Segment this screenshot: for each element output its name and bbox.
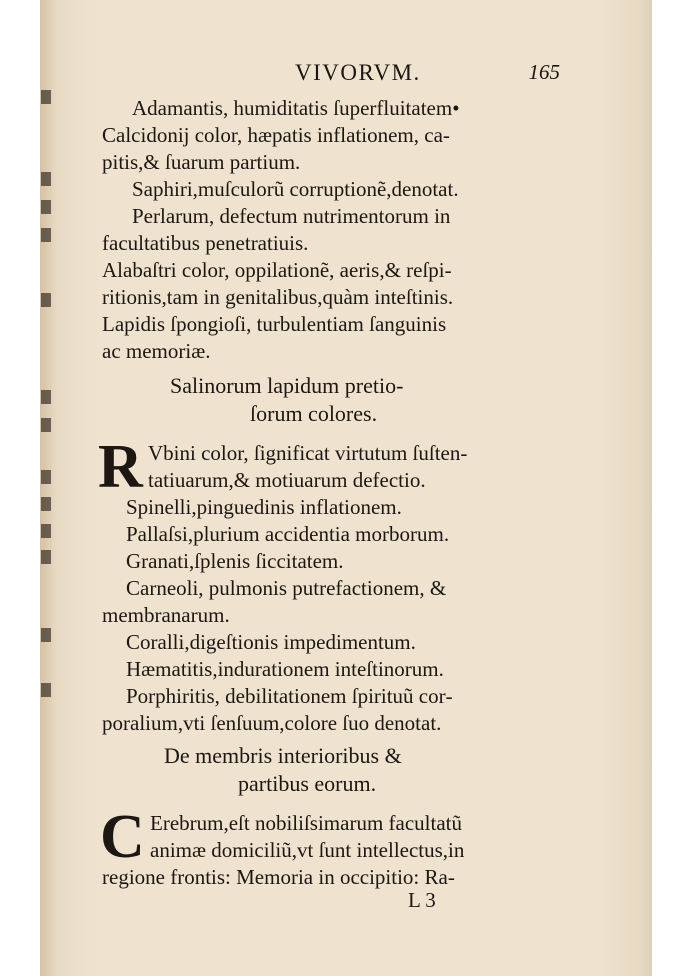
- binding-margin-marks: [40, 0, 60, 976]
- section-heading: partibus eorum.: [238, 771, 377, 796]
- text-line: Granati,ſplenis ſiccitatem.: [126, 549, 344, 573]
- text-line: Spinelli,pinguedinis inflationem.: [126, 495, 402, 519]
- text-line: ritionis,tam in genitalibus,quàm inteſtinis.: [102, 285, 454, 309]
- drop-cap: C: [100, 803, 145, 871]
- text-line: ac memoriæ.: [102, 339, 211, 363]
- text-line: facultatibus penetratiuis.: [102, 231, 309, 255]
- margin-mark: [41, 390, 51, 404]
- text-line: Carneoli, pulmonis putrefactionem, &: [126, 576, 447, 600]
- text-line: poralium,vti ſenſuum,colore ſuo denotat.: [102, 711, 442, 735]
- margin-mark: [41, 90, 51, 104]
- text-line: Porphiritis, debilitationem ſpirituũ cor‑: [126, 684, 453, 708]
- margin-mark: [41, 293, 51, 307]
- margin-mark: [41, 628, 51, 642]
- text-line: Vbini color, ſignificat virtutum ſuſten‑: [148, 441, 468, 465]
- margin-mark: [41, 550, 51, 564]
- text-line: Hæmatitis,indurationem inteſtinorum.: [126, 657, 444, 681]
- text-line: Perlarum, defectum nutrimentorum in: [132, 204, 451, 228]
- section-heading: ſorum colores.: [250, 401, 378, 426]
- text-line: Lapidis ſpongioſi, turbulentiam ſanguinis: [102, 312, 447, 336]
- margin-mark: [41, 497, 51, 511]
- text-line: Calcidonij color, hæpatis inflationem, ca‑: [102, 123, 450, 147]
- margin-mark: [41, 172, 51, 186]
- text-line: Pallaſsi,plurium accidentia morborum.: [126, 522, 450, 546]
- text-line: Alabaſtri color, oppilationẽ, aeris,& reſpi‑: [102, 258, 452, 282]
- text-line: regione frontis: Memoria in occipitio: Ra‑: [102, 865, 455, 889]
- page-number: 165: [528, 60, 560, 84]
- margin-mark: [41, 418, 51, 432]
- running-head: [100, 60, 560, 90]
- text-line: Saphiri,muſculorũ corruptionẽ,denotat.: [132, 177, 459, 201]
- text-line: Erebrum,eſt nobiliſsimarum facultatũ: [150, 811, 462, 835]
- drop-cap: R: [98, 433, 143, 501]
- text-line: pitis,& ſuarum partium.: [102, 150, 301, 174]
- text-line: tatiuarum,& motiuarum defectio.: [148, 468, 426, 492]
- margin-mark: [41, 683, 51, 697]
- margin-mark: [41, 200, 51, 214]
- text-line: Coralli,digeſtionis impedimentum.: [126, 630, 416, 654]
- margin-mark: [41, 470, 51, 484]
- running-head-title: VIVORVM.: [295, 60, 421, 85]
- section-heading: Salinorum lapidum pretio‑: [170, 373, 404, 398]
- section-heading: De membris interioribus &: [164, 743, 402, 768]
- margin-mark: [41, 524, 51, 538]
- signature-mark: L 3: [408, 888, 436, 912]
- book-page: [40, 0, 652, 976]
- margin-mark: [41, 228, 51, 242]
- text-line: membranarum.: [102, 603, 230, 627]
- text-line: animæ domiciliũ,vt ſunt intellectus,in: [150, 838, 465, 862]
- text-line: Adamantis, humiditatis ſuperfluitatem•: [132, 96, 460, 120]
